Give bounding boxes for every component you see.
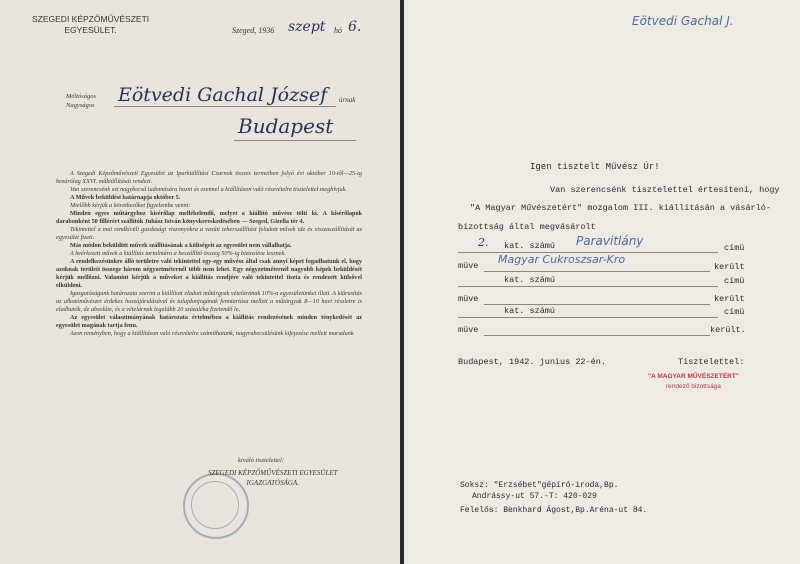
kat-label: kat. számú [504, 241, 556, 251]
recipient-name: Eötvedi Gachal József [118, 84, 328, 106]
signature-line-2: IGAZGATÓSÁGA. [246, 479, 299, 487]
body-line-2: "A Magyar Művészetért" mozgalom III. kiállításán a vásárló- [470, 203, 771, 213]
body-paragraph-deadline: A Művek beküldési határnapja október 5. [70, 194, 181, 201]
body-paragraph: A rendelkezésünkre álló területre való tekintettel egy-egy művész által csak annyi képet fogadhatunk el, hogy azoknak területi összege három négyzetméternél több nem lehet. Egy négyzetméternél nagyobb képek beküldését kérjük mellőzni. Valamint kérjük a műveket a kiállítás rendjére való tekintettel tiszta és rendezett külsővel elküldeni. [56, 258, 362, 289]
cimu-label: címü [724, 307, 745, 317]
destination-line [484, 304, 710, 305]
muve-label: müve [458, 261, 479, 271]
recipient-city: Budapest [238, 114, 334, 138]
muve-label: müve [458, 325, 479, 335]
date-day: 6. [348, 19, 362, 35]
letter-body [56, 170, 362, 338]
kat-label: kat. számú [504, 275, 556, 285]
body-paragraph: Igazgatóságunk határozata szerint a kiállított eladott műtárgyak vételárának 10%-a egyesületünket illeti. A kiárusítás az alkotóművészet érdekes hozzájárulásával és tulajdonjogának fenntartása mellett a műtárgyak 8—10 havi részletre is eladhatók, de absolúte, és a vételárnak legalább 20 százaléka fizetendő le. [56, 290, 362, 313]
org-name-line-1: SZEGEDI KÉPZŐMŰVÉSZETI [32, 14, 150, 24]
muve-label: müve [458, 294, 479, 304]
salutation [66, 92, 96, 110]
signature-line-1: SZEGEDI KÉPZŐMŰVÉSZETI EGYESÜLET [208, 469, 338, 477]
body-paragraph: A Szegedi Képzőművészeti Egyesület az Iparkiállítási Csarnok összes termeiben folyó évi október 10-től—25-ig bezárólag XXVI. műkiállítását rendezi. [56, 170, 362, 185]
stamp-line-1: "A MAGYAR MŰVÉSZETÉRT" [648, 373, 739, 380]
kat-label: kat. számú [504, 306, 556, 316]
body-line-1: Van szerencsénk tisztelettel értesíteni, hogy [550, 185, 780, 195]
responsible-publisher: Felelős: Benkhard Ágost,Bp.Aréna-ut 84. [460, 506, 648, 515]
body-paragraph: A beérkezett művek a kiállítás tartalmára a beszállító összeg 50%-ig biztosítva lesznek. [70, 250, 286, 257]
artwork-destination: Magyar Cukroszsar-Kro [498, 253, 626, 266]
signature-block [208, 468, 338, 488]
body-paragraph: Mielőbb kérjük a következőket figyelembe venni: [70, 202, 191, 209]
org-letterhead [32, 14, 149, 36]
body-paragraph: Tekintettel a mai rendkívüli gazdasági viszonyokra a vasúti teherszállítást feladott művek ide és visszaszállítását az egyesület fizeti. [56, 226, 362, 241]
date-ho: hó [334, 26, 342, 35]
purchase-row [458, 306, 746, 356]
closing: kiváló tisztelettel: [238, 457, 285, 464]
recipient-underline [114, 106, 336, 107]
right-letter [404, 0, 800, 564]
cimu-label: címü [724, 276, 745, 286]
committee-stamp [648, 372, 739, 392]
kerult-label: került. [710, 325, 746, 335]
destination-line [484, 335, 710, 336]
salutation-line-1: Méltóságos [66, 93, 96, 100]
cimu-label: címü [724, 243, 745, 253]
body-paragraph: Azon reményben, hogy a kiállításon való részvételre számíthatunk, nagyrabecsülésünk kifejezése mellett maradunk [70, 330, 354, 337]
body-paragraph: Az egyesület választmányának határozata értelmében a kiállítás rendezésének minden ténykedését az egyesület magának tartja fenn. [56, 314, 362, 329]
date-prefix: Szeged, 1936 [232, 26, 275, 35]
kerult-label: került [714, 294, 745, 304]
city-underline [234, 140, 356, 141]
printer-credit [460, 480, 618, 502]
top-handwritten-note: Eötvedi Gachal J. [632, 14, 734, 28]
row-number: 2. [478, 236, 489, 249]
footer-line-1: Soksz: "Erzsébet"gépíró-iroda,Bp. [460, 481, 619, 490]
stamp-line-2: rendező bizottsága [665, 383, 721, 390]
date-month: szept [288, 19, 326, 35]
salutation-line-2: Nagyságos [66, 102, 95, 109]
title-line [458, 317, 718, 318]
title-line [458, 286, 718, 287]
footer-line-2: Andrássy-ut 57.-T: 420-029 [472, 492, 597, 501]
artwork-title: Paravitlány [576, 234, 644, 248]
date-line: Budapest, 1942. junius 22-én. [458, 357, 606, 367]
destination-line [484, 271, 710, 272]
recipient-suffix: úrnak [339, 96, 356, 104]
greeting: Igen tisztelt Művész Úr! [530, 162, 660, 172]
body-line-3: bizottság által megvásárolt [458, 222, 596, 232]
regards: Tisztelettel: [678, 357, 745, 367]
body-paragraph: Van szerencsénk ezt nagybecsű tudomására hozni és ezennel a kiállításon való részvételre tisztelettel meghívjuk. [70, 186, 347, 193]
body-paragraph: Más módon beküldött művek szállításának a költségeit az egyesület nem vállalhatja. [70, 242, 292, 249]
org-name-line-2: EGYESÜLET. [64, 25, 117, 35]
kerult-label: került [714, 262, 745, 272]
body-paragraph: Minden egyes műtárgyhoz kísérőlap mellékelendő, melyet a kiállító művész tölti ki. A kísérőlapok darabonként 50 fillérért szállítók Juhász István könyvkereskedésében — Szeged, Gizella tér 4. [56, 210, 362, 225]
